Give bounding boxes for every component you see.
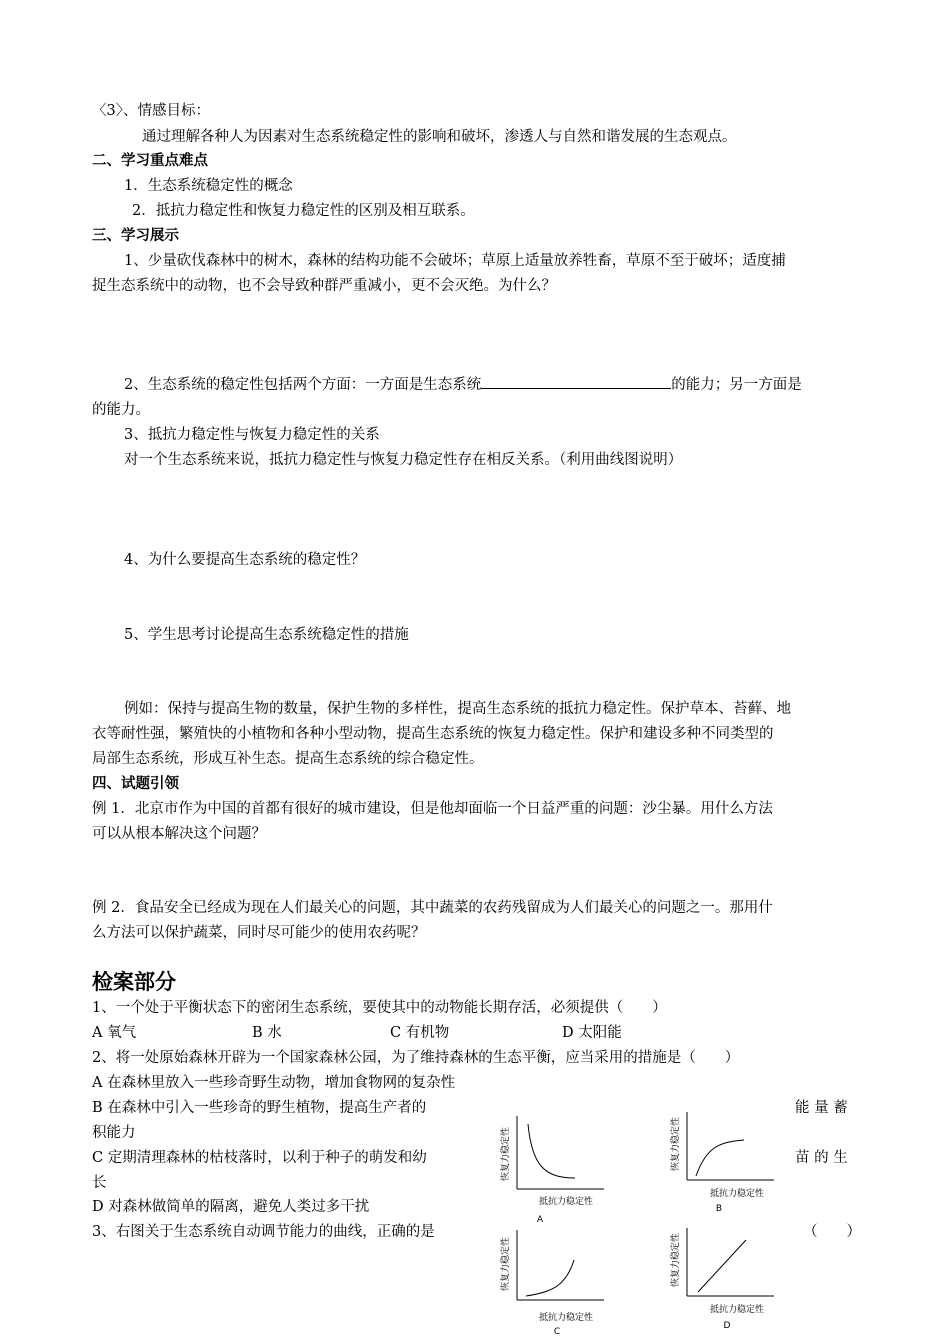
chart-d[interactable]: [670, 1224, 790, 1342]
y-axis-label: 恢复力稳定性: [671, 1232, 681, 1288]
answer-bracket: （ ）: [803, 1224, 861, 1240]
x-axis-label: 抵抗力稳定性: [538, 1197, 594, 1207]
curve: [526, 1260, 574, 1296]
x-axis-label: 抵抗力稳定性: [538, 1313, 594, 1323]
option-b-continued: 能 量 蓄: [795, 1100, 848, 1116]
text-line: 3、抵抗力稳定性与恢复力稳定性的关系: [124, 427, 380, 443]
text-segment: 的能力；另一方面是: [671, 377, 802, 393]
option-c[interactable]: C 有机物: [390, 1025, 450, 1041]
text-line: 的能力。: [92, 402, 150, 418]
option-b[interactable]: B 水: [252, 1025, 282, 1041]
option-c-continued: 长: [92, 1175, 107, 1191]
fill-in-blank[interactable]: [481, 374, 671, 389]
text-line: 局部生态系统，形成互补生态。提高生态系统的综合稳定性。: [92, 751, 484, 767]
heading-check-section: 检案部分: [92, 970, 176, 994]
text-line: 可以从根本解决这个问题？: [92, 826, 266, 842]
option-a[interactable]: A 在森林里放入一些珍奇野生动物，增加食物网的复杂性: [92, 1075, 456, 1091]
heading-key-points: 二、学习重点难点: [92, 153, 208, 169]
y-axis-label: 恢复力稳定性: [671, 1116, 681, 1172]
chart-b[interactable]: [670, 1108, 790, 1228]
chart-a[interactable]: [500, 1108, 620, 1228]
curve: [528, 1124, 575, 1178]
text-line: [124, 374, 802, 396]
option-b-continued: 积能力: [92, 1125, 136, 1141]
option-d[interactable]: D 太阳能: [562, 1025, 622, 1041]
option-c[interactable]: C 定期清理森林的枯枝落时，以利于种子的萌发和幼: [92, 1150, 427, 1166]
text-segment: 2、生态系统的稳定性包括两个方面：一方面是生态系统: [124, 377, 482, 393]
chart-c[interactable]: [500, 1224, 620, 1342]
chart-label: C: [553, 1327, 561, 1337]
text-line: 么方法可以保护蔬菜，同时尽可能少的使用农药呢？: [92, 925, 426, 941]
text-line: 例如：保持与提高生物的数量，保护生物的多样性，提高生态系统的抵抗力稳定性。保护草本、苔藓、地: [124, 701, 791, 717]
text-line: 对一个生态系统来说，抵抗力稳定性与恢复力稳定性存在相反关系。（利用曲线图说明）: [124, 452, 683, 468]
x-axis-label: 抵抗力稳定性: [709, 1189, 765, 1199]
text-line: 2．抵抗力稳定性和恢复力稳定性的区别及相互联系。: [132, 203, 475, 219]
section-affective-goal: 〈3〉、情感目标：: [92, 103, 210, 119]
text-line: 通过理解各种人为因素对生态系统稳定性的影响和破坏，渗透人与自然和谐发展的生态观点。: [142, 129, 737, 145]
chart-label: B: [715, 1204, 723, 1214]
text-line: 5、学生思考讨论提高生态系统稳定性的措施: [124, 627, 409, 643]
heading-test-guide: 四、试题引领: [92, 776, 179, 792]
option-a[interactable]: A 氧气: [92, 1025, 137, 1041]
question-1: 1、一个处于平衡状态下的密闭生态系统，要使其中的动物能长期存活，必须提供（ ）: [92, 1000, 667, 1016]
text-line: 例 2．食品安全已经成为现在人们最关心的问题，其中蔬菜的农药残留成为人们最关心的问题之一。那用什: [92, 900, 773, 916]
text-line: 1、少量砍伐森林中的树木，森林的结构功能不会破坏；草原上适量放养牲畜，草原不至于破坏；适度捕: [124, 253, 786, 269]
heading-learning-display: 三、学习展示: [92, 228, 179, 244]
option-b[interactable]: B 在森林中引入一些珍奇的野生植物，提高生产者的: [92, 1100, 427, 1116]
y-axis-label: 恢复力稳定性: [501, 1126, 511, 1182]
chart-label: A: [536, 1215, 544, 1225]
option-c-continued: 苗 的 生: [795, 1150, 848, 1166]
question-2: 2、将一处原始森林开辟为一个国家森林公园，为了维持森林的生态平衡，应当采用的措施是（ ）: [92, 1050, 740, 1066]
x-axis-label: 抵抗力稳定性: [709, 1305, 765, 1315]
text-line: 1．生态系统稳定性的概念: [124, 178, 293, 194]
chart-label: D: [723, 1321, 731, 1331]
option-d[interactable]: D 对森林做简单的隔离，避免人类过多干扰: [92, 1199, 370, 1215]
text-line: 衣等耐性强，繁殖快的小植物和各种小型动物，提高生态系统的恢复力稳定性。保护和建设多种不同类型的: [92, 726, 774, 742]
text-line: 4、为什么要提高生态系统的稳定性？: [124, 552, 366, 568]
curve: [698, 1240, 746, 1292]
curve: [696, 1140, 744, 1176]
y-axis-label: 恢复力稳定性: [501, 1236, 511, 1292]
question-3: 3、右图关于生态系统自动调节能力的曲线，正确的是: [92, 1224, 435, 1240]
text-line: 例 1．北京市作为中国的首都有很好的城市建设，但是他却面临一个日益严重的问题：沙尘暴。用什么方法: [92, 801, 773, 817]
text-line: 捉生态系统中的动物，也不会导致种群严重减小，更不会灭绝。为什么？: [92, 278, 556, 294]
